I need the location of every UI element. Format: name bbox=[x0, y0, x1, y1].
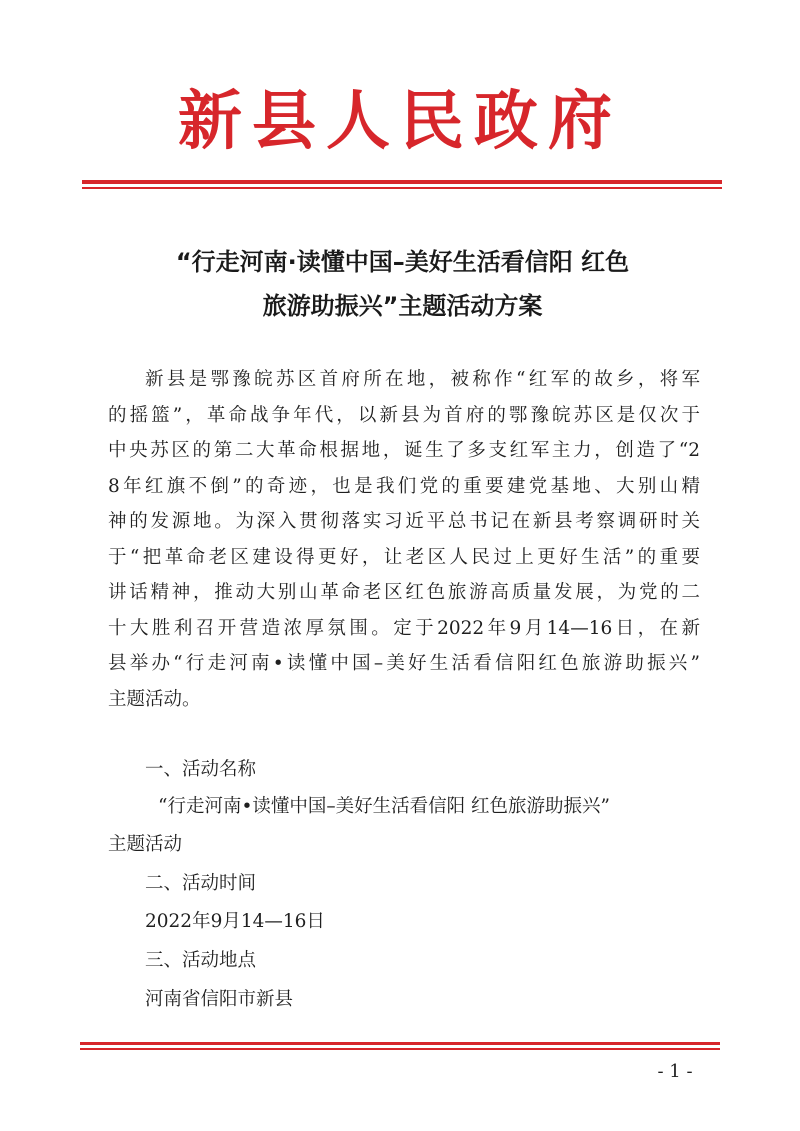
letterhead-rule-thick bbox=[82, 180, 722, 184]
intro-line: 县举办“行走河南•读懂中国–美好生活看信阳红色旅游助振兴” bbox=[108, 653, 700, 674]
intro-line: 神的发源地。为深入贯彻落实习近平总书记在新县考察调研时关 bbox=[108, 511, 700, 532]
intro-line: 讲话精神，推动大别山革命老区红色旅游高质量发展，为党的二 bbox=[108, 582, 700, 603]
intro-line: 新县是鄂豫皖苏区首府所在地，被称作“红军的故乡，将军 bbox=[145, 369, 700, 390]
page-number: - 1 - bbox=[657, 1061, 693, 1082]
letterhead-rule-thin bbox=[82, 187, 722, 189]
intro-line: 8年红旗不倒”的奇迹，也是我们党的重要建党基地、大别山精 bbox=[108, 475, 700, 497]
document-title bbox=[100, 240, 705, 328]
section-2-content: 2022年9月14—16日 bbox=[145, 911, 325, 932]
section-1-heading: 一、活动名称 bbox=[145, 759, 257, 780]
section-1-content-line-1: “行走河南•读懂中国–美好生活看信阳 红色旅游助振兴” bbox=[158, 796, 610, 817]
intro-line: 的摇篮”，革命战争年代，以新县为首府的鄂豫皖苏区是仅次于 bbox=[108, 404, 700, 426]
document-title-line-1: “行走河南·读懂中国–美好生活看信阳 红色 bbox=[175, 248, 630, 276]
intro-paragraph bbox=[108, 362, 700, 717]
letterhead-title: 新县人民政府 bbox=[178, 84, 622, 159]
footer-rule-thick bbox=[80, 1042, 720, 1045]
section-2-heading: 二、活动时间 bbox=[145, 873, 257, 894]
section-1-content-line-2: 主题活动 bbox=[108, 834, 183, 855]
intro-line: 十大胜利召开营造浓厚氛围。定于2022年9月14—16日，在新 bbox=[108, 617, 700, 639]
footer-rule-thin bbox=[80, 1048, 720, 1050]
section-3-content: 河南省信阳市新县 bbox=[145, 989, 294, 1010]
document-title-line-2: 旅游助振兴”主题活动方案 bbox=[262, 292, 543, 320]
intro-line: 主题活动。 bbox=[108, 688, 201, 710]
intro-line: 中央苏区的第二大革命根据地，诞生了多支红军主力，创造了“2 bbox=[108, 440, 700, 461]
intro-line: 于“把革命老区建设得更好，让老区人民过上更好生活”的重要 bbox=[108, 546, 700, 568]
section-3-heading: 三、活动地点 bbox=[145, 950, 257, 971]
